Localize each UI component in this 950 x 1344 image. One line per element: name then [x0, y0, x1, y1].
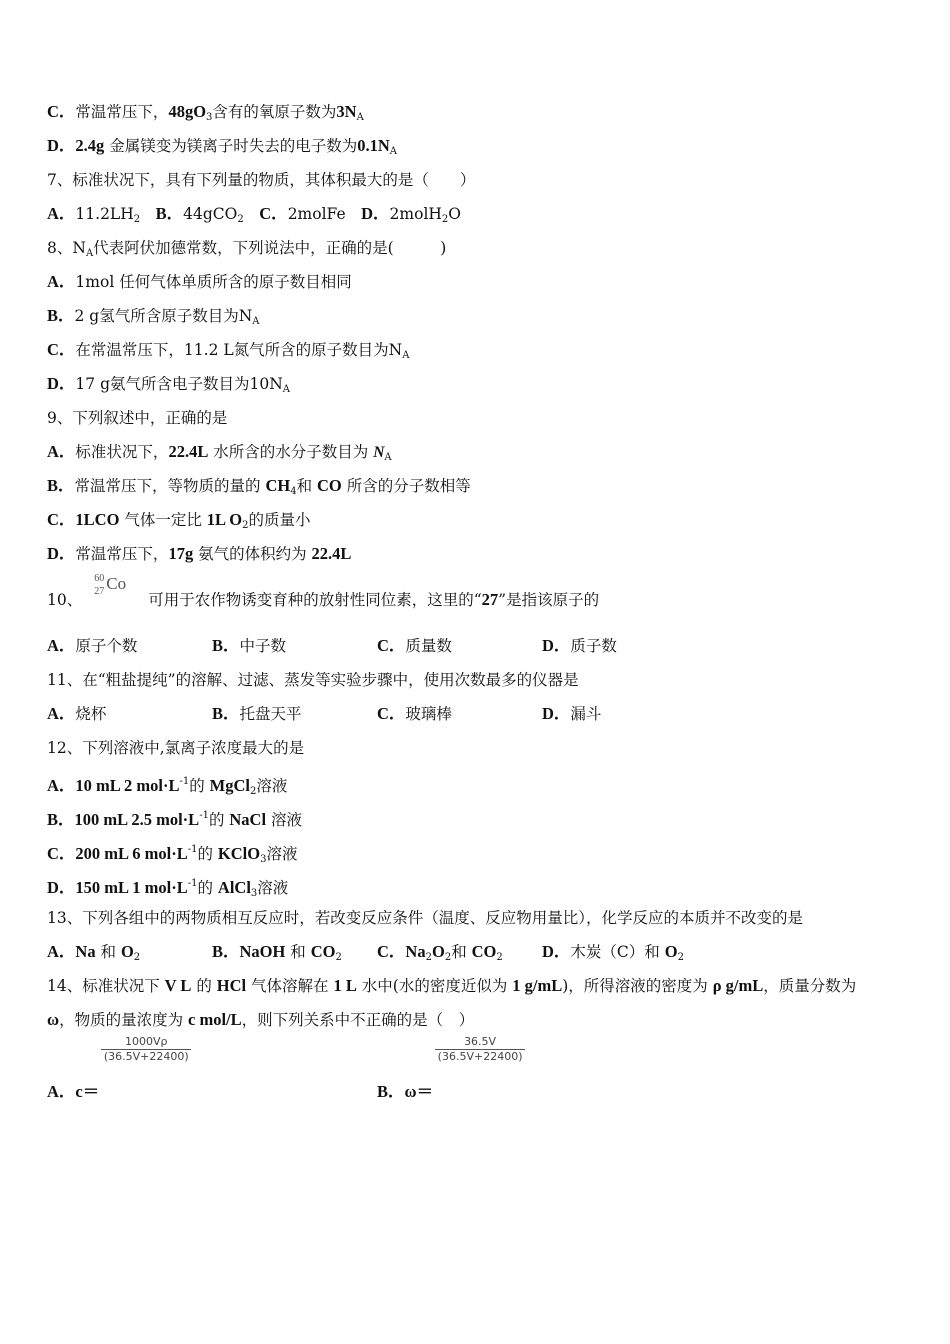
subscript: 3	[260, 854, 267, 865]
text-segment: 10 mL 2 mol·L	[75, 776, 180, 795]
text-segment: O	[431, 942, 445, 961]
option	[542, 629, 617, 663]
subscript: A	[282, 384, 291, 395]
text-segment: 12、下列溶液中,氯离子浓度最大的是	[47, 739, 305, 757]
text-segment: C．	[259, 204, 288, 223]
superscript: -1	[187, 844, 198, 855]
text-line	[47, 799, 907, 833]
text-segment: 22.4L	[168, 442, 209, 461]
text-line	[47, 573, 907, 617]
text-line	[47, 537, 907, 571]
text-segment: 所含的分子数相等	[341, 477, 471, 495]
text-segment: D．	[47, 544, 76, 563]
text-segment: CH	[265, 476, 291, 495]
text-line	[47, 197, 907, 231]
text-segment: 22.4L	[311, 544, 352, 563]
text-segment: 常温常压下，	[75, 545, 169, 563]
text-segment: 金属镁变为镁离子时失去的电子数为	[104, 137, 358, 155]
text-segment: B．	[47, 810, 75, 829]
option-row	[47, 697, 907, 731]
text-line	[47, 265, 907, 299]
text-segment: 的	[208, 811, 230, 829]
text-segment: )，所得溶液的密度为	[562, 977, 713, 995]
text-line	[47, 401, 907, 435]
subscript: 2	[496, 952, 503, 963]
text-segment: 150 mL 1 mol·L	[75, 878, 188, 897]
text-segment: 水所含的水分子数目为	[208, 443, 374, 461]
text-segment: 3N	[336, 102, 357, 121]
text-line	[47, 833, 907, 867]
text-segment: 和	[95, 943, 121, 961]
text-segment: AlCl	[217, 878, 251, 897]
text-segment: 质子数	[570, 637, 617, 655]
subscript: 2	[335, 952, 342, 963]
text-segment: 17g	[168, 544, 194, 563]
text-segment: 1 g/mL	[512, 976, 563, 995]
option	[47, 629, 137, 663]
text-segment: CO	[310, 942, 336, 961]
fraction-numerator: 36.5V	[464, 1035, 497, 1048]
text-segment: ，质量分数为	[763, 977, 857, 995]
text-line	[47, 435, 907, 469]
option	[542, 697, 601, 731]
subscript: A	[384, 452, 392, 463]
text-segment: A．	[47, 1082, 76, 1101]
text-segment: D．	[361, 204, 390, 223]
text-segment: c mol/L	[188, 1010, 242, 1029]
text-segment: 木炭（C）和	[570, 943, 665, 961]
text-segment	[140, 205, 156, 223]
text-line	[47, 503, 907, 537]
exam-document	[47, 95, 907, 1109]
fraction-denominator: (36.5V+22400)	[437, 1050, 523, 1063]
text-segment: C．	[377, 942, 406, 961]
text-segment: A．	[47, 776, 76, 795]
text-segment: C．	[47, 340, 76, 359]
text-segment: 溶液	[257, 879, 289, 897]
text-segment: C．	[47, 510, 76, 529]
text-segment: 玻璃棒	[405, 705, 452, 723]
text-segment: 8、N	[47, 239, 86, 257]
text-segment: A．	[47, 442, 76, 461]
text-segment: 1L O	[206, 510, 243, 529]
subscript: 2	[250, 786, 257, 797]
subscript: 2	[444, 952, 452, 963]
subscript: 2	[242, 520, 249, 531]
text-segment: A．	[47, 942, 76, 961]
text-segment: A．	[47, 272, 76, 291]
text-segment: V L	[164, 976, 192, 995]
text-segment: 1LCO	[75, 510, 120, 529]
text-line	[47, 765, 907, 799]
subscript: 3	[206, 112, 213, 123]
text-segment: Na	[75, 942, 96, 961]
text-segment: D．	[47, 374, 76, 393]
option	[377, 1035, 525, 1109]
fraction	[435, 1035, 525, 1109]
text-segment: 水中(水的密度近似为	[356, 977, 513, 995]
text-segment: 氨气的体积约为	[193, 545, 312, 563]
text-segment: 100 mL 2.5 mol·L	[74, 810, 200, 829]
text-line	[47, 663, 907, 697]
text-segment: D．	[542, 942, 571, 961]
subscript: A	[85, 248, 94, 259]
text-segment: 1 L	[333, 976, 357, 995]
text-segment: 的	[191, 977, 217, 995]
element-symbol: Co	[106, 574, 127, 593]
text-segment: 烧杯	[75, 705, 107, 723]
text-segment: D．	[47, 878, 76, 897]
text-segment: 和	[296, 477, 318, 495]
text-segment: A．	[47, 636, 76, 655]
text-line	[47, 469, 907, 503]
text-segment: A．	[47, 704, 76, 723]
superscript: -1	[187, 878, 198, 889]
isotope-symbol	[92, 573, 142, 613]
text-segment: C．	[377, 636, 406, 655]
subscript: 2	[677, 952, 684, 963]
text-line	[47, 731, 907, 765]
text-segment: O	[664, 942, 678, 961]
text-segment: 13、下列各组中的两物质相互反应时，若改变反应条件（温度、反应物用量比），化学反应的本质并不改变的是	[47, 909, 803, 927]
subscript: 4	[290, 486, 297, 497]
text-segment: ，则下列关系中不正确的是（ ）	[241, 1011, 475, 1029]
subscript: A	[356, 112, 364, 123]
subscript: A	[402, 350, 410, 361]
text-segment: 中子数	[239, 637, 287, 655]
text-segment: 溶液	[266, 845, 298, 863]
option	[212, 629, 286, 663]
text-segment: 常温常压下，等物质的量的	[74, 477, 266, 495]
text-segment: B．	[155, 204, 184, 223]
subscript: 2	[425, 952, 432, 963]
text-segment: NaCl	[229, 810, 267, 829]
text-line	[47, 299, 907, 333]
text-segment: 代表阿伏加德常数，下列说法中，正确的是( )	[93, 239, 447, 257]
text-segment: A．	[47, 204, 76, 223]
subscript: 2	[133, 214, 141, 225]
text-segment	[244, 205, 260, 223]
text-segment: 在常温常压下，11.2 L氮气所含的原子数目为N	[75, 341, 403, 359]
text-segment: 44gCO	[183, 205, 238, 223]
text-segment: 的	[197, 879, 218, 897]
text-segment: 17 g氨气所含电子数目为10N	[75, 375, 283, 393]
text-segment: c＝	[75, 1082, 100, 1101]
text-segment: D．	[542, 636, 571, 655]
text-segment: CO	[317, 476, 342, 495]
text-segment: 的	[197, 845, 218, 863]
text-segment: 含有的氧原子数为	[212, 103, 337, 121]
text-line	[47, 367, 907, 401]
text-segment: 0.1N	[357, 136, 390, 155]
text-segment: ω＝	[404, 1082, 434, 1101]
fraction-numerator: 1000Vρ	[124, 1035, 168, 1048]
text-line	[47, 901, 907, 935]
text-segment: 9、下列叙述中，正确的是	[47, 409, 228, 427]
text-segment: 7、标准状况下，具有下列量的物质，其体积最大的是（ ）	[47, 171, 476, 189]
text-segment: NaOH	[239, 942, 286, 961]
mass-number: 60	[94, 573, 105, 584]
text-segment: 2.4g	[75, 136, 105, 155]
text-segment: N	[373, 444, 385, 461]
text-segment: 1mol 任何气体单质所含的原子数目相同	[75, 273, 352, 291]
text-segment: 和	[285, 943, 311, 961]
atomic-number: 27	[94, 586, 105, 597]
text-segment: ρ g/mL	[712, 976, 764, 995]
text-segment: B．	[377, 1082, 405, 1101]
text-segment: HCl	[216, 976, 247, 995]
text-segment: 的质量小	[248, 511, 311, 529]
text-segment: C．	[47, 844, 76, 863]
text-line	[47, 163, 907, 197]
option	[377, 629, 452, 663]
text-segment: 11、在“粗盐提纯”的溶解、过滤、蒸发等实验步骤中，使用次数最多的仪器是	[47, 671, 579, 689]
text-segment: 原子个数	[75, 637, 138, 655]
text-segment: 48gO	[168, 102, 207, 121]
option	[377, 697, 452, 731]
text-segment: 10、	[47, 591, 83, 609]
text-segment: 2molH	[389, 205, 442, 223]
text-segment: O	[448, 205, 462, 223]
text-segment: 标准状况下，	[75, 443, 169, 461]
text-segment: 11.2LH	[75, 205, 134, 223]
text-segment: 可用于农作物诱变育种的放射性同位素，这里的“	[148, 591, 482, 609]
text-segment: B．	[47, 306, 75, 325]
text-segment: KClO	[217, 844, 261, 863]
text-segment: 托盘天平	[239, 705, 302, 723]
text-segment: B．	[212, 942, 240, 961]
text-segment: 2molFe	[287, 205, 362, 223]
text-segment: 气体溶解在	[246, 977, 334, 995]
text-segment: 14、标准状况下	[47, 977, 165, 995]
text-line	[47, 129, 907, 163]
text-segment: D．	[47, 136, 76, 155]
fraction-denominator: (36.5V+22400)	[103, 1050, 189, 1063]
subscript: 2	[237, 214, 244, 225]
text-segment: B．	[47, 476, 75, 495]
text-segment: ”是指该原子的	[498, 591, 600, 609]
subscript: 3	[250, 888, 258, 899]
option	[212, 697, 302, 731]
option-row	[47, 629, 907, 663]
text-segment: B．	[212, 636, 240, 655]
text-segment: 漏斗	[570, 705, 602, 723]
text-segment: 气体一定比	[119, 511, 207, 529]
text-segment: 27	[481, 590, 499, 609]
text-segment: D．	[542, 704, 571, 723]
text-segment: C．	[377, 704, 406, 723]
text-segment: Na	[405, 942, 426, 961]
superscript: -1	[179, 776, 190, 787]
subscript: 2	[441, 214, 449, 225]
subscript: 2	[133, 952, 141, 963]
subscript: A	[389, 146, 398, 157]
text-segment: 2 g氢气所含原子数目为N	[74, 307, 253, 325]
text-segment: 常温常压下，	[75, 103, 169, 121]
text-segment: O	[120, 942, 134, 961]
text-segment: C．	[47, 102, 76, 121]
text-segment: CO	[471, 942, 497, 961]
text-segment: 的	[189, 777, 210, 795]
text-line	[47, 231, 907, 265]
text-segment: ，物质的量浓度为	[59, 1011, 188, 1029]
text-line	[47, 969, 907, 1003]
text-line	[47, 867, 907, 901]
text-segment: B．	[212, 704, 240, 723]
text-line	[47, 95, 907, 129]
text-segment: 溶液	[266, 811, 302, 829]
text-segment: 200 mL 6 mol·L	[75, 844, 188, 863]
superscript: -1	[199, 810, 209, 821]
text-line	[47, 1003, 907, 1037]
text-segment: 质量数	[405, 637, 452, 655]
text-line	[47, 333, 907, 367]
subscript: A	[252, 316, 260, 327]
text-segment: 和	[451, 943, 472, 961]
option	[47, 697, 106, 731]
option-row	[47, 935, 907, 969]
text-segment: ω	[47, 1010, 60, 1029]
text-segment: 溶液	[256, 777, 288, 795]
text-segment: MgCl	[209, 776, 250, 795]
